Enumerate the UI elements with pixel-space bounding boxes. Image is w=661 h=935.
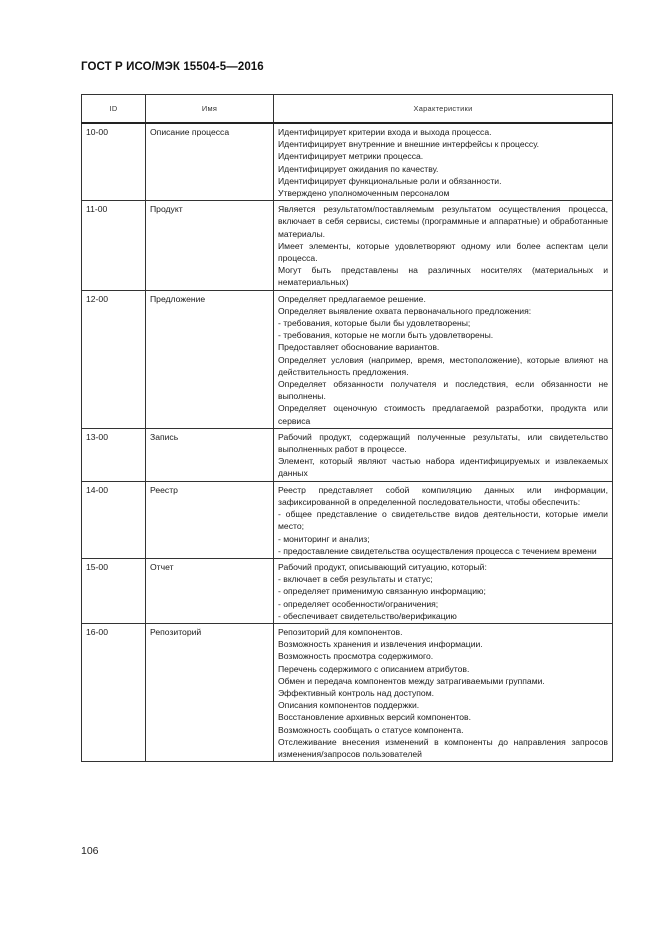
column-header-characteristics: Характеристики bbox=[274, 95, 613, 124]
characteristic-line: Восстановление архивных версий компонентов. bbox=[278, 712, 471, 723]
row-id: 16-00 bbox=[82, 623, 146, 761]
characteristic-line: - определяет особенности/ограничения; bbox=[278, 598, 439, 609]
characteristic-line: Утверждено уполномоченным персоналом bbox=[278, 188, 450, 199]
row-id: 12-00 bbox=[82, 290, 146, 428]
characteristic-line: Рабочий продукт, описывающий ситуацию, который: bbox=[278, 561, 487, 572]
characteristic-line: Возможность просмотра содержимого. bbox=[278, 651, 434, 662]
characteristic-line: Идентифицирует метрики процесса. bbox=[278, 151, 424, 162]
characteristic-line: Идентифицирует критерии входа и выхода процесса. bbox=[278, 127, 492, 137]
row-name: Отчет bbox=[146, 558, 274, 623]
row-characteristics bbox=[274, 290, 613, 428]
work-products-table bbox=[81, 94, 613, 762]
characteristic-line: Имеет элементы, которые удовлетворяют одному или более аспектам цели процесса. bbox=[278, 240, 608, 264]
characteristic-line: Предоставляет обоснование вариантов. bbox=[278, 342, 440, 353]
table-row bbox=[82, 123, 613, 201]
row-name: Описание процесса bbox=[146, 123, 274, 201]
characteristic-line: Идентифицирует ожидания по качеству. bbox=[278, 163, 439, 174]
characteristic-line: - предоставление свидетельства осуществления процесса с течением времени bbox=[278, 545, 597, 556]
characteristic-line: Определяет условия (например, время, местоположение), которые влияют на действительность предложения. bbox=[278, 354, 608, 377]
characteristic-line: Является результатом/поставляемым результатом осуществления процесса, включает в себя сервисы, системы (программные и аппаратные) и обработанные материалы. bbox=[278, 204, 608, 239]
characteristic-line: Отслеживание внесения изменений в компоненты до направления запросов изменения/запросов пользователей bbox=[278, 736, 608, 759]
characteristic-line: Описания компонентов поддержки. bbox=[278, 700, 420, 711]
characteristic-line: - включает в себя результаты и статус; bbox=[278, 574, 433, 585]
row-id: 13-00 bbox=[82, 428, 146, 481]
table-body bbox=[82, 123, 613, 762]
characteristic-line: Эффективный контроль над доступом. bbox=[278, 687, 435, 698]
characteristic-line: Определяет выявление охвата первоначального предложения: bbox=[278, 305, 532, 316]
row-id: 11-00 bbox=[82, 201, 146, 290]
table-row bbox=[82, 201, 613, 290]
characteristic-line: Определяет обязанности получателя и последствия, если обязанности не выполнены. bbox=[278, 379, 608, 402]
row-characteristics bbox=[274, 481, 613, 558]
characteristic-line: Возможность хранения и извлечения информации. bbox=[278, 639, 483, 650]
row-characteristics bbox=[274, 623, 613, 761]
row-characteristics bbox=[274, 201, 613, 290]
characteristic-line: - определяет применимую связанную информацию; bbox=[278, 586, 486, 597]
row-name: Реестр bbox=[146, 481, 274, 558]
row-id: 14-00 bbox=[82, 481, 146, 558]
column-header-id: ID bbox=[82, 95, 146, 124]
table-header-row bbox=[82, 95, 613, 124]
characteristic-line: Элемент, который являют частью набора идентифицируемых и извлекаемых данных bbox=[278, 456, 608, 479]
row-characteristics bbox=[274, 123, 613, 201]
row-id: 10-00 bbox=[82, 123, 146, 201]
table-row bbox=[82, 623, 613, 761]
characteristic-line: Идентифицирует внутренние и внешние интерфейсы к процессу. bbox=[278, 139, 540, 150]
characteristic-line: Определяет оценочную стоимость предлагаемой разработки, продукта или сервиса bbox=[278, 403, 608, 426]
row-name: Предложение bbox=[146, 290, 274, 428]
characteristic-line: Обмен и передача компонентов между затрагиваемыми группами. bbox=[278, 675, 545, 686]
page-number: 106 bbox=[81, 845, 99, 857]
characteristic-line: - обеспечивает свидетельство/верификацию bbox=[278, 610, 457, 621]
characteristic-line: - мониторинг и анализ; bbox=[278, 533, 370, 544]
characteristic-line: Возможность сообщать о статусе компонента. bbox=[278, 724, 464, 735]
table-row bbox=[82, 481, 613, 558]
row-characteristics bbox=[274, 558, 613, 623]
document-header: ГОСТ Р ИСО/МЭК 15504-5—2016 bbox=[81, 61, 264, 73]
characteristic-line: - требования, которые не могли быть удовлетворены. bbox=[278, 330, 494, 341]
characteristic-line: Рабочий продукт, содержащий полученные результаты, или свидетельство выполненных работ в процессе. bbox=[278, 431, 608, 455]
characteristic-line: - требования, которые были бы удовлетворены; bbox=[278, 318, 471, 329]
characteristic-line: Определяет предлагаемое решение. bbox=[278, 293, 426, 304]
characteristic-line: Могут быть представлены на различных носителях (материальных и нематериальных) bbox=[278, 265, 608, 288]
row-name: Запись bbox=[146, 428, 274, 481]
row-characteristics bbox=[274, 428, 613, 481]
characteristic-line: Репозиторий для компонентов. bbox=[278, 626, 403, 637]
row-id: 15-00 bbox=[82, 558, 146, 623]
row-name: Репозиторий bbox=[146, 623, 274, 761]
characteristic-line: - общее представление о свидетельстве видов деятельности, которые имели место; bbox=[278, 509, 608, 532]
table-row bbox=[82, 428, 613, 481]
characteristic-line: Перечень содержимого с описанием атрибутов. bbox=[278, 663, 470, 674]
row-name: Продукт bbox=[146, 201, 274, 290]
table-row bbox=[82, 558, 613, 623]
column-header-name: Имя bbox=[146, 95, 274, 124]
characteristic-line: Идентифицирует функциональные роли и обязанности. bbox=[278, 175, 502, 186]
characteristic-line: Реестр представляет собой компиляцию данных или информации, зафиксированной в определенной последовательности, чтобы обеспечить: bbox=[278, 484, 608, 507]
table-row bbox=[82, 290, 613, 428]
